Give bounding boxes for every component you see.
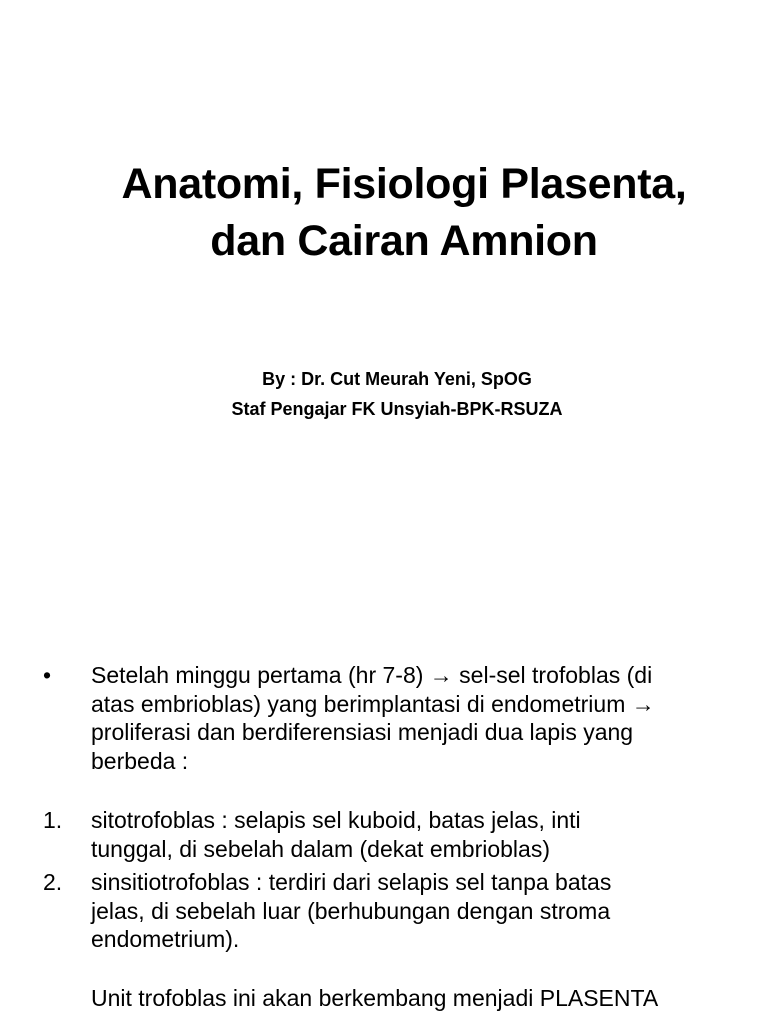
list-number: 2. <box>43 869 63 895</box>
title-line-1: Anatomi, Fisiologi Plasenta, <box>121 160 687 208</box>
list-item-line: sinsitiotrofoblas : terdiri dari selapis sel tanpa batas <box>91 869 612 895</box>
byline <box>0 364 768 424</box>
bullet-line: Setelah minggu pertama (hr 7-8) → sel-sel trofoblas (di <box>91 662 653 688</box>
content-slide <box>0 512 768 1024</box>
list-item-2 <box>43 868 761 954</box>
bullet-line: berbeda : <box>91 747 189 774</box>
list-item-1 <box>43 806 761 863</box>
list-item-line: endometrium). <box>91 926 240 952</box>
conclusion-paragraph <box>91 984 761 1013</box>
author-line: By : Dr. Cut Meurah Yeni, SpOG <box>262 369 532 389</box>
list-item-line: sitotrofoblas : selapis sel kuboid, batas jelas, inti <box>91 807 581 833</box>
bullet-marker: • <box>43 662 52 688</box>
list-number: 1. <box>43 807 63 833</box>
conclusion-line: Unit trofoblas ini akan berkembang menjadi PLASENTA <box>91 985 659 1011</box>
bullet-line: proliferasi dan berdiferensiasi menjadi dua lapis yang <box>91 719 634 745</box>
list-item-line: tunggal, di sebelah dalam (dekat embrioblas) <box>91 835 550 862</box>
title-line-2: dan Cairan Amnion <box>210 217 598 265</box>
affiliation-line: Staf Pengajar FK Unsyiah-BPK-RSUZA <box>231 399 563 419</box>
bullet-line: atas embrioblas) yang berimplantasi di endometrium → <box>91 690 655 717</box>
bullet-paragraph <box>43 661 761 775</box>
slide-title <box>0 156 768 270</box>
list-item-line: jelas, di sebelah luar (berhubungan dengan stroma <box>91 897 611 924</box>
